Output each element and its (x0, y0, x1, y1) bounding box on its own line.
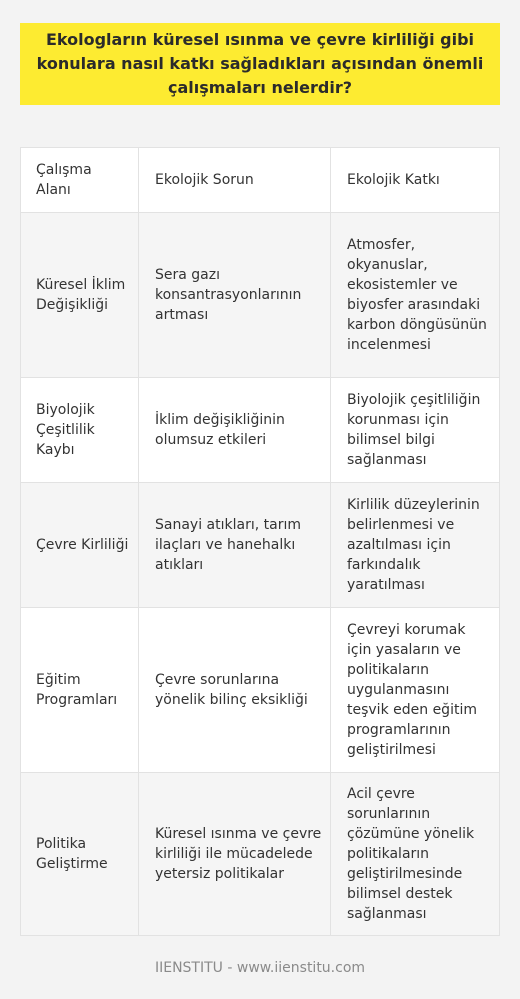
header-study-area: Çalışma Alanı (36, 162, 92, 198)
footer-credit: IIENSTITU - www.iienstitu.com (154, 960, 366, 976)
study-area-cell: Küresel İklim Değişikliği (36, 277, 126, 313)
ecological-contribution-cell: Çevreyi korumak için yasaların ve politikaların uygulanmasını teşvik eden eğitim programlarının geliştirilmesi (330, 608, 499, 772)
table-row (21, 772, 499, 935)
ecological-contribution-cell: Atmosfer, okyanuslar, ekosistemler ve biyosfer arasındaki karbon döngüsünün incelenmesi (330, 213, 499, 377)
ecological-problem-cell: Küresel ısınma ve çevre kirliliği ile mücadelede yetersiz politikalar (138, 773, 330, 935)
study-area-cell: Çevre Kirliliği (36, 537, 129, 553)
table-row (21, 377, 499, 482)
table-header-row (21, 148, 499, 212)
studies-table (20, 147, 500, 936)
ecological-problem-cell: İklim değişikliğinin olumsuz etkileri (138, 378, 330, 482)
question-title: Ekologların küresel ısınma ve çevre kirliliği gibi konulara nasıl katkı sağladıkları açısından önemli çalışmaları nelerdir? (36, 30, 484, 97)
study-area-cell: Politika Geliştirme (36, 836, 108, 872)
ecological-problem-cell: Çevre sorunlarına yönelik bilinç eksikliği (138, 608, 330, 772)
table-row (21, 482, 499, 607)
ecological-problem-cell: Sera gazı konsantrasyonlarının artması (138, 213, 330, 377)
table-row (21, 607, 499, 772)
ecological-problem-cell: Sanayi atıkları, tarım ilaçları ve hanehalkı atıkları (138, 483, 330, 607)
study-area-cell: Biyolojik Çeşitlilik Kaybı (36, 402, 95, 458)
header-ecological-contribution: Ekolojik Katkı (330, 148, 499, 212)
ecological-contribution-cell: Kirlilik düzeylerinin belirlenmesi ve azaltılması için farkındalık yaratılması (330, 483, 499, 607)
table-row (21, 212, 499, 377)
question-banner (20, 23, 500, 105)
ecological-contribution-cell: Acil çevre sorunlarının çözümüne yönelik politikaların geliştirilmesinde bilimsel destek sağlanması (330, 773, 499, 935)
header-ecological-problem: Ekolojik Sorun (138, 148, 330, 212)
study-area-cell: Eğitim Programları (36, 672, 118, 708)
ecological-contribution-cell: Biyolojik çeşitliliğin korunması için bilimsel bilgi sağlanması (330, 378, 499, 482)
